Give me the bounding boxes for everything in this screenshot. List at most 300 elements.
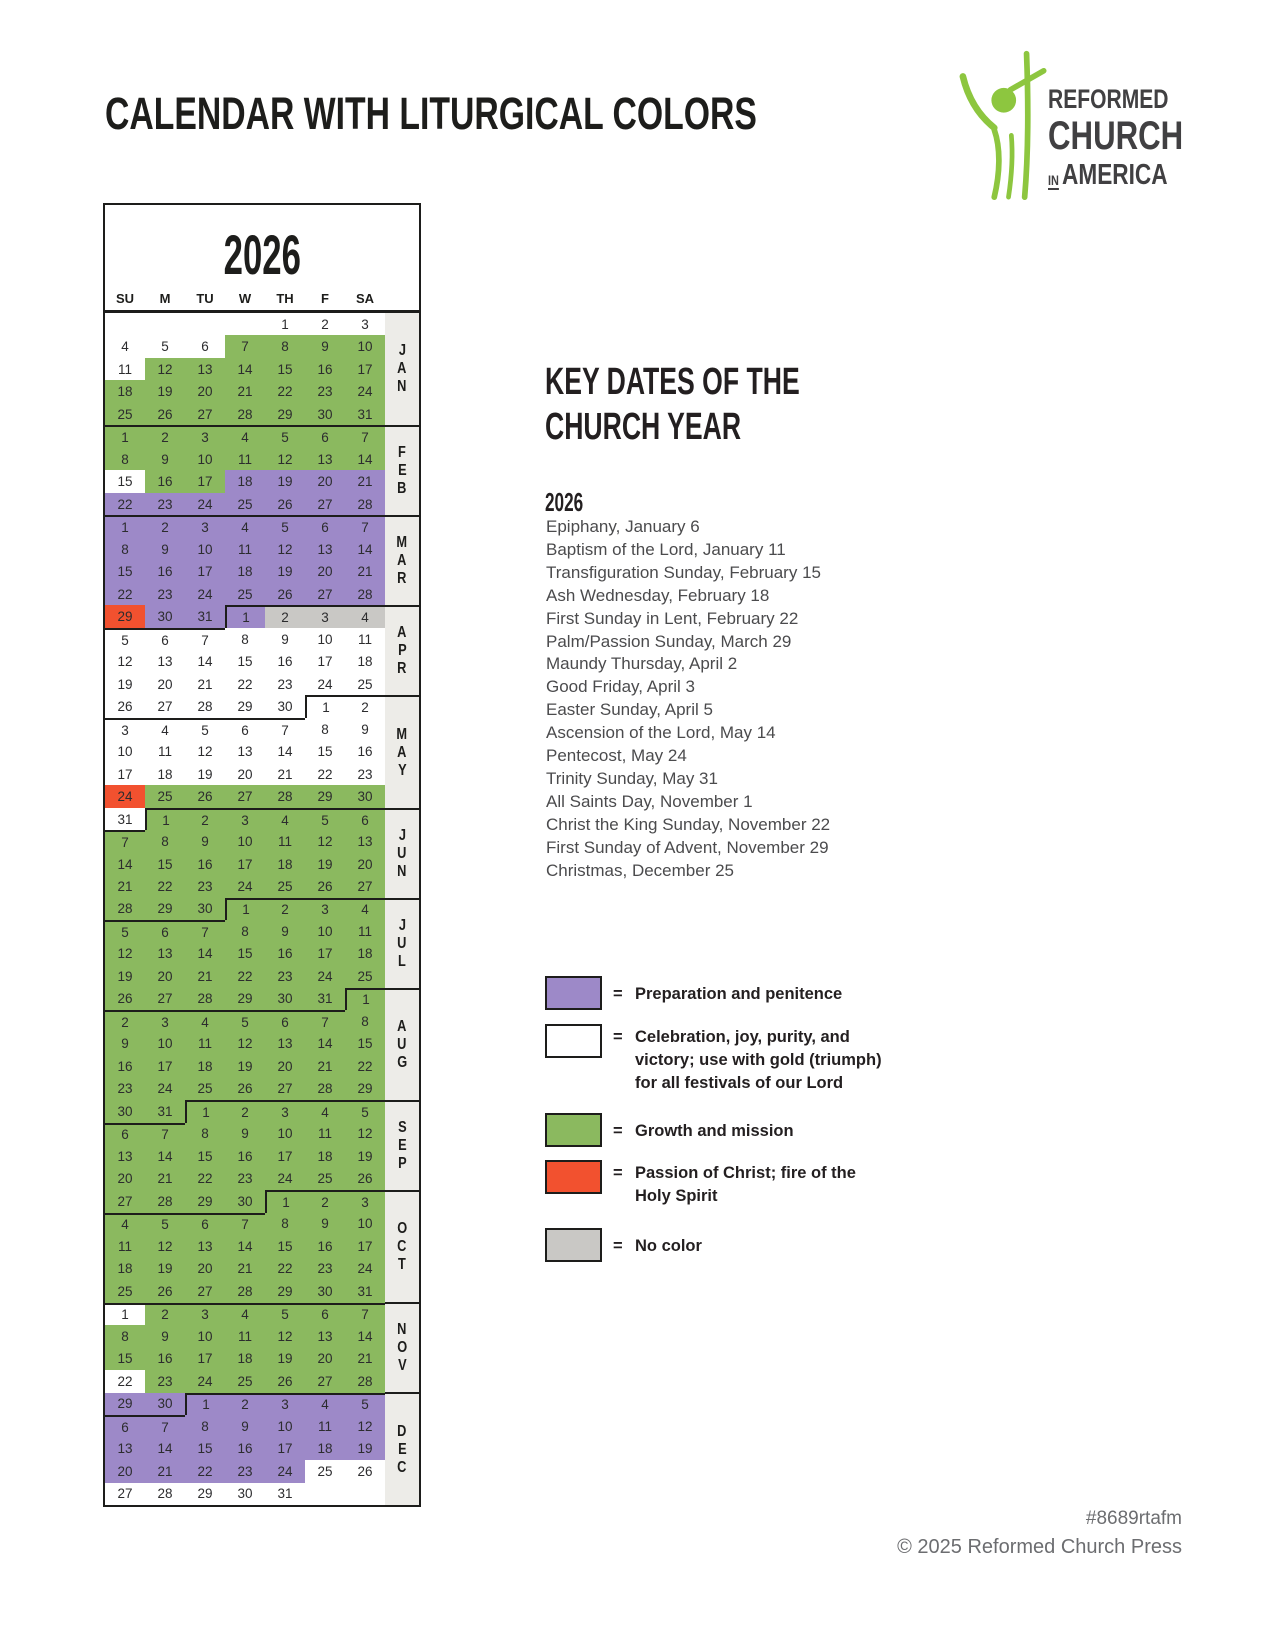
- calendar-day-cell: 29: [225, 695, 265, 718]
- key-date-item: Trinity Sunday, May 31: [546, 768, 718, 788]
- month-label-letter: A: [397, 1017, 407, 1035]
- calendar-year-title: 2026: [223, 223, 301, 286]
- calendar-day-cell: 16: [305, 1235, 345, 1257]
- calendar-day-cell: 2: [225, 1100, 265, 1123]
- key-date-item: Easter Sunday, April 5: [546, 700, 713, 720]
- calendar-day-cell: 2: [145, 425, 185, 448]
- day-header-tu: TU: [196, 291, 214, 306]
- calendar-day-cell: 12: [345, 1123, 385, 1145]
- calendar-day-cell: 20: [225, 763, 265, 786]
- calendar-day-cell: 29: [345, 1078, 385, 1100]
- calendar-day-cell: 20: [345, 853, 385, 875]
- calendar-day-cell: 21: [265, 763, 305, 786]
- calendar-day-cell: 13: [185, 1235, 225, 1257]
- calendar-day-cell: 10: [265, 1415, 305, 1437]
- calendar-day-cell: 4: [225, 1303, 265, 1325]
- calendar-day-cell: 21: [145, 1460, 185, 1482]
- month-labels-column: [385, 313, 419, 1505]
- month-label-letter: E: [397, 1440, 407, 1458]
- legend-item-o: [545, 1160, 856, 1208]
- calendar-day-cell: 18: [225, 1348, 265, 1370]
- calendar-day-cell: 15: [185, 1438, 225, 1461]
- liturgical-calendar: [103, 203, 421, 1507]
- calendar-day-cell: 14: [345, 1325, 385, 1348]
- calendar-day-cell: 10: [185, 538, 225, 561]
- legend-item-p: [545, 976, 842, 1010]
- calendar-day-cell: 19: [225, 1055, 265, 1077]
- calendar-day-cell: 21: [305, 1055, 345, 1077]
- calendar-day-cell: 13: [305, 1325, 345, 1348]
- calendar-day-cell: 15: [145, 853, 185, 875]
- day-header-f: F: [321, 291, 329, 306]
- calendar-day-cell: 7: [105, 830, 145, 852]
- calendar-day-cell: 8: [145, 830, 185, 852]
- calendar-day-cell: 24: [105, 785, 145, 807]
- key-date-item: All Saints Day, November 1: [546, 791, 753, 811]
- month-label-jan: [385, 313, 419, 425]
- calendar-day-cell: 8: [185, 1415, 225, 1437]
- calendar-day-cell: 23: [145, 583, 185, 606]
- calendar-day-cell: 16: [145, 1348, 185, 1370]
- calendar-day-cell: 30: [105, 1100, 145, 1123]
- calendar-day-cell: 27: [145, 695, 185, 718]
- calendar-day-cell: 1: [265, 1190, 305, 1212]
- calendar-day-cell: 6: [345, 808, 385, 831]
- calendar-day-cell: 26: [265, 583, 305, 606]
- calendar-day-cell: 26: [345, 1168, 385, 1190]
- calendar-day-cell: 17: [265, 1438, 305, 1461]
- calendar-day-cell: 31: [185, 605, 225, 627]
- calendar-day-cell: 6: [265, 1010, 305, 1032]
- calendar-day-cell: 10: [265, 1123, 305, 1145]
- calendar-day-cell: 12: [265, 448, 305, 470]
- rca-logo: [950, 48, 1200, 208]
- calendar-day-cell: 17: [305, 650, 345, 673]
- calendar-day-cell: 30: [185, 898, 225, 920]
- calendar-day-cell: 1: [225, 605, 265, 627]
- calendar-day-cell: 26: [105, 988, 145, 1011]
- calendar-day-cell: 22: [305, 763, 345, 786]
- calendar-day-cell: 24: [225, 875, 265, 898]
- calendar-day-cell: 6: [305, 1303, 345, 1325]
- calendar-day-cell: 11: [105, 358, 145, 381]
- calendar-day-cell: 15: [105, 470, 145, 493]
- calendar-day-cell: 13: [225, 740, 265, 762]
- calendar-day-cell: 8: [185, 1123, 225, 1145]
- calendar-day-cell: 30: [305, 1280, 345, 1302]
- legend-label: [613, 1024, 882, 1095]
- calendar-day-cell: 21: [225, 380, 265, 402]
- calendar-day-cell: 13: [145, 943, 185, 965]
- calendar-day-cell: 30: [225, 1483, 265, 1506]
- calendar-day-cell: 15: [345, 1033, 385, 1056]
- calendar-day-cell: 13: [105, 1145, 145, 1168]
- key-date-item: Transfiguration Sunday, February 15: [546, 562, 821, 582]
- key-date-item: First Sunday in Lent, February 22: [546, 608, 799, 628]
- calendar-day-cell: 22: [225, 965, 265, 987]
- calendar-day-cell: 22: [225, 673, 265, 695]
- calendar-day-cell: 6: [145, 920, 185, 943]
- calendar-day-cell: 9: [305, 335, 345, 357]
- calendar-day-cell: 9: [105, 1033, 145, 1056]
- key-date-item: Ash Wednesday, February 18: [546, 585, 770, 605]
- legend-label-line: for all festivals of our Lord: [635, 1074, 844, 1092]
- calendar-day-cell: 19: [145, 380, 185, 402]
- legend-swatch-p: [545, 976, 602, 1010]
- calendar-day-cell: 9: [145, 448, 185, 470]
- calendar-day-cell: 11: [225, 1325, 265, 1348]
- calendar-day-cell: 23: [265, 673, 305, 695]
- calendar-day-cell: 25: [145, 785, 185, 807]
- calendar-day-cell: 27: [225, 785, 265, 807]
- calendar-day-cell: 6: [185, 1213, 225, 1236]
- calendar-day-cell: 17: [105, 763, 145, 786]
- month-label-sep: [385, 1100, 419, 1190]
- key-date-item: Epiphany, January 6: [546, 517, 700, 536]
- calendar-day-cell: 12: [345, 1415, 385, 1437]
- calendar-day-cell: 28: [145, 1483, 185, 1506]
- calendar-day-cell: 5: [305, 808, 345, 831]
- calendar-day-cell: 25: [185, 1078, 225, 1100]
- calendar-day-cell: 12: [105, 650, 145, 673]
- calendar-day-cell: 7: [145, 1123, 185, 1145]
- calendar-day-cell: 12: [305, 830, 345, 852]
- calendar-day-cell: 21: [345, 560, 385, 582]
- calendar-day-cell: 16: [185, 853, 225, 875]
- calendar-day-cell: 23: [185, 875, 225, 898]
- legend-label-line: No color: [635, 1237, 702, 1255]
- calendar-day-cell: 5: [105, 920, 145, 943]
- calendar-day-cell: 11: [345, 920, 385, 943]
- calendar-day-cell: 28: [225, 403, 265, 425]
- calendar-day-cell: 2: [305, 313, 345, 335]
- figure-and-cross-icon: [950, 48, 1048, 200]
- month-label-oct: [385, 1190, 419, 1302]
- calendar-day-cell: 8: [345, 1010, 385, 1032]
- calendar-day-cell: 6: [105, 1415, 145, 1437]
- calendar-day-cell: 28: [265, 785, 305, 807]
- month-label-dec: [385, 1392, 419, 1504]
- calendar-day-cell: 15: [105, 1348, 145, 1370]
- calendar-day-cell: 14: [345, 448, 385, 470]
- calendar-day-cell: 31: [105, 808, 145, 831]
- calendar-day-cell: 22: [185, 1168, 225, 1190]
- calendar-day-cell: 28: [145, 1190, 185, 1212]
- calendar-day-cell: 3: [105, 718, 145, 740]
- page-title: CALENDAR WITH LITURGICAL COLORS: [105, 88, 757, 139]
- calendar-day-cell: 29: [145, 898, 185, 920]
- month-label-letter: Y: [397, 761, 407, 779]
- calendar-day-cell: 26: [145, 403, 185, 425]
- legend-item-w: [545, 1024, 882, 1095]
- equals-sign: =: [613, 1122, 623, 1140]
- calendar-day-cell: 19: [265, 1348, 305, 1370]
- calendar-day-cell: 10: [185, 1325, 225, 1348]
- month-label-letter: E: [397, 462, 407, 480]
- key-date-item: Baptism of the Lord, January 11: [546, 539, 786, 559]
- calendar-day-cell: 11: [265, 830, 305, 852]
- legend-label-line: Growth and mission: [635, 1122, 794, 1140]
- calendar-day-cell: 25: [225, 1370, 265, 1393]
- calendar-day-cell: 27: [305, 1370, 345, 1393]
- calendar-day-cell: 20: [105, 1168, 145, 1190]
- calendar-day-cell: 10: [305, 628, 345, 650]
- calendar-day-cell: 23: [345, 763, 385, 786]
- calendar-day-cell: 28: [105, 898, 145, 920]
- legend-swatch-n: [545, 1228, 602, 1262]
- calendar-day-cell: 27: [105, 1483, 145, 1506]
- calendar-day-cell: 25: [225, 493, 265, 515]
- calendar-day-cell: 3: [305, 605, 345, 627]
- calendar-day-cell: 22: [265, 380, 305, 402]
- calendar-day-cell: 24: [345, 380, 385, 402]
- equals-sign: =: [613, 1164, 623, 1182]
- calendar-day-cell: 11: [185, 1033, 225, 1056]
- equals-sign: =: [613, 985, 623, 1003]
- calendar-day-cell: 11: [225, 448, 265, 470]
- month-label-letter: S: [397, 1119, 407, 1137]
- calendar-day-cell: 17: [225, 853, 265, 875]
- calendar-day-cell: 21: [345, 1348, 385, 1370]
- calendar-day-cell: 14: [185, 650, 225, 673]
- calendar-day-cell: 11: [225, 538, 265, 561]
- calendar-day-cell: 26: [185, 785, 225, 807]
- calendar-day-cell: 17: [265, 1145, 305, 1168]
- calendar-day-cell: 27: [305, 583, 345, 606]
- calendar-day-cell: 6: [305, 515, 345, 537]
- month-label-letter: R: [397, 570, 407, 588]
- calendar-day-cell: 5: [265, 425, 305, 448]
- calendar-day-cell: 1: [185, 1393, 225, 1415]
- key-date-item: Pentecost, May 24: [546, 746, 687, 766]
- calendar-day-cell: 30: [145, 1393, 185, 1415]
- calendar-day-cell: 26: [305, 875, 345, 898]
- month-label-letter: U: [397, 1035, 407, 1053]
- calendar-day-cell: 8: [225, 920, 265, 943]
- calendar-day-cell: 17: [185, 1348, 225, 1370]
- month-label-letter: D: [397, 1422, 407, 1440]
- calendar-day-cell: 14: [185, 943, 225, 965]
- calendar-day-cell: 16: [225, 1145, 265, 1168]
- calendar-day-cell: 20: [265, 1055, 305, 1077]
- legend-label-line: Celebration, joy, purity, and: [635, 1028, 850, 1046]
- calendar-day-cell: 6: [145, 628, 185, 650]
- calendar-day-cell: 9: [145, 538, 185, 561]
- calendar-day-cell: 2: [185, 808, 225, 831]
- calendar-day-cell: 7: [305, 1010, 345, 1032]
- calendar-day-cell: 22: [265, 1258, 305, 1281]
- legend-swatch-o: [545, 1160, 602, 1194]
- calendar-day-cell: 8: [105, 1325, 145, 1348]
- calendar-day-cell: 17: [145, 1055, 185, 1077]
- calendar-day-cell: 21: [185, 965, 225, 987]
- calendar-day-cell: 22: [105, 493, 145, 515]
- calendar-day-cell: 3: [185, 425, 225, 448]
- calendar-day-cell: 15: [185, 1145, 225, 1168]
- calendar-day-cell: 31: [305, 988, 345, 1011]
- calendar-day-cell: 30: [265, 988, 305, 1011]
- month-label-letter: B: [397, 480, 407, 498]
- calendar-day-cell: 21: [225, 1258, 265, 1281]
- calendar-day-cell: 14: [225, 1235, 265, 1257]
- calendar-empty-cell: [225, 313, 265, 335]
- calendar-day-cell: 4: [265, 808, 305, 831]
- calendar-day-cell: 3: [345, 313, 385, 335]
- calendar-day-cell: 24: [305, 673, 345, 695]
- calendar-day-cell: 10: [225, 830, 265, 852]
- calendar-day-cell: 25: [225, 583, 265, 606]
- calendar-day-cell: 5: [225, 1010, 265, 1032]
- calendar-day-cell: 18: [105, 380, 145, 402]
- calendar-day-cell: 7: [185, 628, 225, 650]
- logo-in-text: IN: [1048, 172, 1059, 188]
- calendar-day-cell: 4: [145, 718, 185, 740]
- day-header-su: SU: [115, 291, 135, 306]
- calendar-day-cell: 4: [305, 1393, 345, 1415]
- calendar-day-cell: 8: [305, 718, 345, 740]
- calendar-day-cell: 19: [345, 1145, 385, 1168]
- calendar-day-cell: 29: [105, 1393, 145, 1415]
- calendar-day-cell: 9: [145, 1325, 185, 1348]
- calendar-day-cell: 15: [305, 740, 345, 762]
- calendar-day-cell: 31: [345, 1280, 385, 1302]
- calendar-day-cell: 16: [145, 560, 185, 582]
- calendar-day-cell: 12: [225, 1033, 265, 1056]
- calendar-day-cell: 24: [185, 1370, 225, 1393]
- calendar-day-cell: 10: [345, 1213, 385, 1236]
- calendar-day-cell: 4: [345, 898, 385, 920]
- calendar-day-cell: 7: [345, 515, 385, 537]
- calendar-day-cell: 5: [185, 718, 225, 740]
- calendar-day-cell: 11: [305, 1123, 345, 1145]
- month-label-feb: [385, 425, 419, 515]
- calendar-day-cell: 25: [305, 1168, 345, 1190]
- calendar-day-cell: 18: [225, 560, 265, 582]
- calendar-day-cell: 18: [105, 1258, 145, 1281]
- calendar-day-cell: 4: [305, 1100, 345, 1123]
- calendar-day-cell: 3: [185, 1303, 225, 1325]
- calendar-day-cell: 28: [185, 695, 225, 718]
- calendar-day-cell: 19: [305, 853, 345, 875]
- month-label-letter: O: [397, 1339, 407, 1357]
- calendar-day-cell: 30: [305, 403, 345, 425]
- calendar-day-cell: 12: [145, 358, 185, 381]
- legend-label: [613, 1228, 702, 1262]
- month-label-letter: J: [398, 916, 406, 934]
- calendar-day-cell: 24: [145, 1078, 185, 1100]
- calendar-day-cell: 20: [305, 1348, 345, 1370]
- logo-line-reformed: REFORMED: [1048, 84, 1169, 114]
- calendar-day-cell: 26: [265, 493, 305, 515]
- month-label-letter: J: [398, 342, 406, 360]
- calendar-day-cell: 12: [265, 538, 305, 561]
- calendar-day-cell: 27: [105, 1190, 145, 1212]
- calendar-day-cell: 7: [345, 1303, 385, 1325]
- calendar-day-cell: 4: [345, 605, 385, 627]
- calendar-day-cell: 18: [345, 650, 385, 673]
- calendar-day-cell: 16: [265, 943, 305, 965]
- calendar-day-cell: 10: [345, 335, 385, 357]
- calendar-day-cell: 16: [345, 740, 385, 762]
- calendar-day-cell: 23: [265, 965, 305, 987]
- calendar-day-cell: 7: [265, 718, 305, 740]
- key-dates-heading-line2: CHURCH YEAR: [545, 406, 742, 448]
- calendar-day-cell: 6: [105, 1123, 145, 1145]
- calendar-day-cell: 31: [345, 403, 385, 425]
- month-label-letter: L: [398, 952, 406, 970]
- calendar-day-cell: 13: [105, 1438, 145, 1461]
- equals-sign: =: [613, 1028, 623, 1046]
- calendar-day-cell: 24: [305, 965, 345, 987]
- calendar-day-cell: 6: [185, 335, 225, 357]
- key-date-item: Christmas, December 25: [546, 860, 735, 880]
- calendar-day-cell: 23: [225, 1460, 265, 1482]
- calendar-day-cell: 4: [225, 425, 265, 448]
- key-date-item: Palm/Passion Sunday, March 29: [546, 631, 792, 651]
- calendar-day-cell: 20: [305, 470, 345, 493]
- calendar-day-cell: 14: [305, 1033, 345, 1056]
- month-label-nov: [385, 1302, 419, 1392]
- legend-label-line: victory; use with gold (triumph): [635, 1051, 882, 1069]
- calendar-day-cell: 17: [345, 358, 385, 381]
- calendar-day-cell: 17: [185, 560, 225, 582]
- calendar-day-cell: 23: [145, 493, 185, 515]
- month-label-letter: V: [397, 1357, 407, 1375]
- day-header-sa: SA: [355, 291, 375, 306]
- calendar-day-cell: 21: [345, 470, 385, 493]
- day-header-th: TH: [276, 291, 294, 306]
- legend-label: [613, 1160, 856, 1208]
- calendar-day-cell: 18: [225, 470, 265, 493]
- month-label-letter: A: [397, 743, 407, 761]
- month-label-letter: E: [397, 1137, 407, 1155]
- calendar-day-cell: 11: [145, 740, 185, 762]
- calendar-day-cell: 18: [185, 1055, 225, 1077]
- calendar-day-cell: 13: [145, 650, 185, 673]
- calendar-day-cell: 15: [225, 650, 265, 673]
- calendar-day-cell: 13: [345, 830, 385, 852]
- calendar-day-cell: 2: [265, 605, 305, 627]
- calendar-day-cell: 1: [105, 425, 145, 448]
- calendar-day-cell: 16: [225, 1438, 265, 1461]
- calendar-day-cell: 28: [345, 493, 385, 515]
- calendar-empty-cell: [105, 313, 145, 335]
- calendar-day-cell: 3: [305, 898, 345, 920]
- calendar-day-cell: 18: [345, 943, 385, 965]
- calendar-day-cell: 9: [305, 1213, 345, 1236]
- calendar-day-cell: 30: [225, 1190, 265, 1212]
- logo-america-text: AMERICA: [1062, 159, 1168, 191]
- calendar-day-cell: 14: [345, 538, 385, 561]
- calendar-day-cell: 5: [345, 1393, 385, 1415]
- key-date-item: Good Friday, April 3: [546, 677, 695, 697]
- legend-swatch-g: [545, 1113, 602, 1147]
- calendar-day-cell: 27: [305, 493, 345, 515]
- calendar-day-cell: 15: [265, 358, 305, 381]
- day-header-row: [105, 291, 385, 313]
- calendar-empty-cell: [305, 1483, 345, 1506]
- calendar-day-cell: 9: [225, 1415, 265, 1437]
- calendar-day-cell: 9: [265, 628, 305, 650]
- month-label-letter: J: [398, 826, 406, 844]
- calendar-day-cell: 28: [345, 583, 385, 606]
- calendar-day-cell: 16: [105, 1055, 145, 1077]
- month-label-letter: M: [396, 534, 408, 552]
- calendar-day-cell: 26: [345, 1460, 385, 1482]
- month-label-jul: [385, 898, 419, 988]
- month-label-letter: U: [397, 934, 407, 952]
- calendar-day-cell: 20: [105, 1460, 145, 1482]
